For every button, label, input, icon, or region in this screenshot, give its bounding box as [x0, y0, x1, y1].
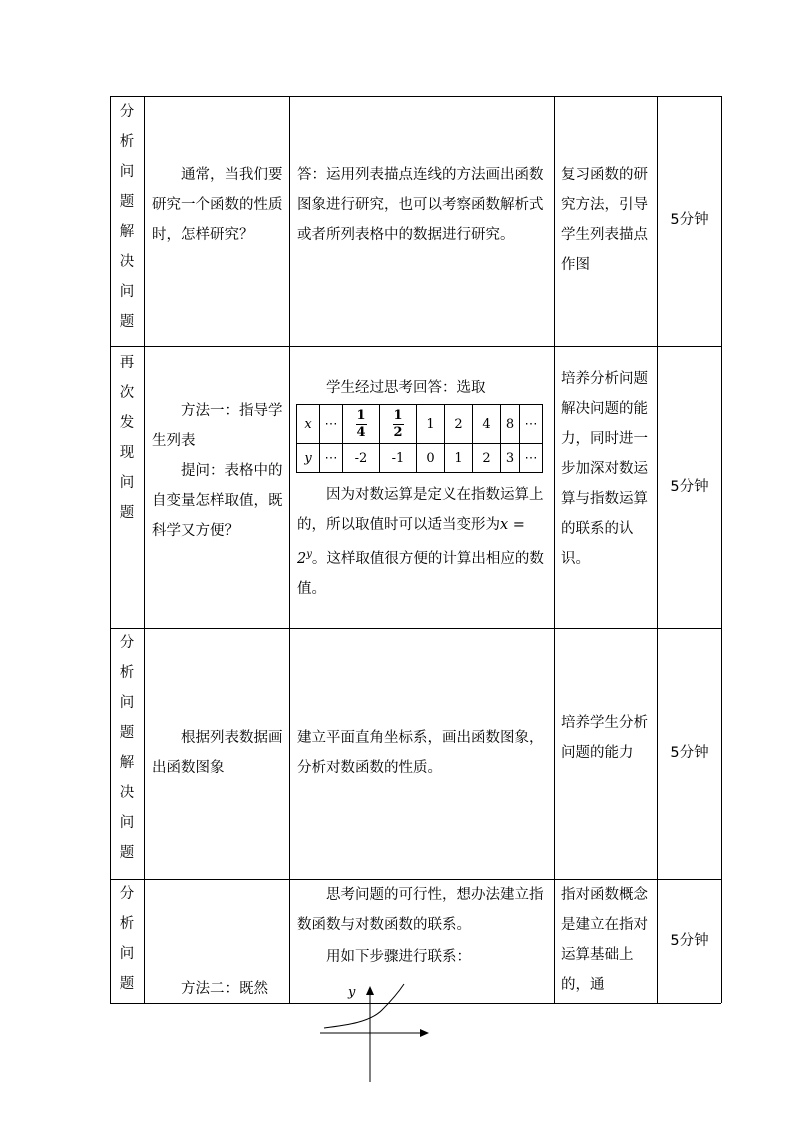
x-value-1: 1 [417, 405, 445, 444]
x-axis-arrow [420, 1029, 429, 1037]
y-value-2: 2 [473, 444, 501, 473]
time-1: 5分钟 [670, 212, 709, 228]
x-value-2: 2 [445, 405, 473, 444]
stage-label-4: 分 析 问 题 [119, 886, 135, 992]
question-4: 方法二：既然 [181, 981, 268, 997]
y-value-1: 1 [445, 444, 473, 473]
graph-y-label: y [348, 985, 356, 1000]
answer-4-p1: 思考问题的可行性，想办法建立指数函数与对数函数的联系。 [297, 887, 544, 933]
answer-3: 建立平面直角坐标系，画出函数图象，分析对数函数的性质。 [297, 730, 544, 776]
question-3: 根据列表数据画出函数图象 [152, 730, 283, 776]
y-label: y [297, 444, 320, 473]
stage-label-2: 再 次 发 现 问 题 [119, 355, 135, 521]
answer-1: 答：运用列表描点连线的方法画出函数图象进行研究，也可以考察函数解析式或者所列表格中的数据进行研究。 [297, 167, 544, 243]
formula-exponent: y [306, 549, 312, 560]
time-3: 5分钟 [670, 745, 709, 761]
y-value-0: 0 [417, 444, 445, 473]
teaching-note-4: 指对函数概念是建立在指对运算基础上的，通 [561, 887, 648, 993]
table-row-y [297, 444, 543, 473]
table-border-top [110, 96, 721, 97]
teaching-note-3: 培养学生分析问题的能力 [561, 715, 648, 761]
stage-label-1: 分 析 问 题 解 决 问 题 [119, 104, 135, 330]
col-line-2 [289, 96, 290, 1003]
exponential-curve [324, 984, 404, 1028]
y-ellipsis-start: ⋯ [320, 444, 343, 473]
answer-2-body: 因为对数运算是定义在指数运算上的，所以取值时可以适当变形为$x = 2^y$。这样取值很方便的计算出相应的数值。 [297, 487, 544, 597]
x-value-half: $\frac{1}{2}$ [380, 405, 417, 444]
row-divider-1 [110, 346, 721, 347]
row-divider-2 [110, 628, 721, 629]
y-value-neg1: -1 [380, 444, 417, 473]
x-value-4: 4 [473, 405, 501, 444]
x-ellipsis-end: ⋯ [520, 405, 543, 444]
x-ellipsis-start: ⋯ [320, 405, 343, 444]
value-table [296, 404, 543, 473]
x-value-8: 8 [501, 405, 520, 444]
col-line-5 [721, 96, 722, 1003]
y-axis-arrow [366, 986, 374, 995]
teaching-note-2: 培养分析问题解决问题的能力，同时进一步加深对数运算与指数运算的联系的认识。 [561, 371, 648, 567]
x-value-quarter: $\frac{1}{4}$ [343, 405, 380, 444]
exponential-graph-sketch [318, 978, 438, 1084]
question-1: 通常，当我们要研究一个函数的性质时，怎样研究？ [152, 167, 283, 243]
y-value-neg2: -2 [343, 444, 380, 473]
question-2a: 方法一：指导学生列表 [152, 403, 283, 449]
y-ellipsis-end: ⋯ [520, 444, 543, 473]
answer-4-p2: 用如下步骤进行联系： [326, 949, 471, 965]
time-4: 5分钟 [670, 933, 709, 949]
formula: x = 2 [297, 517, 530, 567]
table-row-x [297, 405, 543, 444]
y-value-3: 3 [501, 444, 520, 473]
answer-2-intro: 学生经过思考回答：选取 [326, 380, 486, 396]
time-2: 5分钟 [670, 479, 709, 495]
x-label: x [297, 405, 320, 444]
teaching-note-1: 复习函数的研究方法，引导学生列表描点作图 [561, 167, 648, 273]
question-2b: 提问：表格中的自变量怎样取值，既科学又方便？ [152, 463, 283, 539]
stage-label-3: 分 析 问 题 解 决 问 题 [119, 635, 135, 861]
col-line-3 [554, 96, 555, 1003]
col-line-1 [144, 96, 145, 1003]
